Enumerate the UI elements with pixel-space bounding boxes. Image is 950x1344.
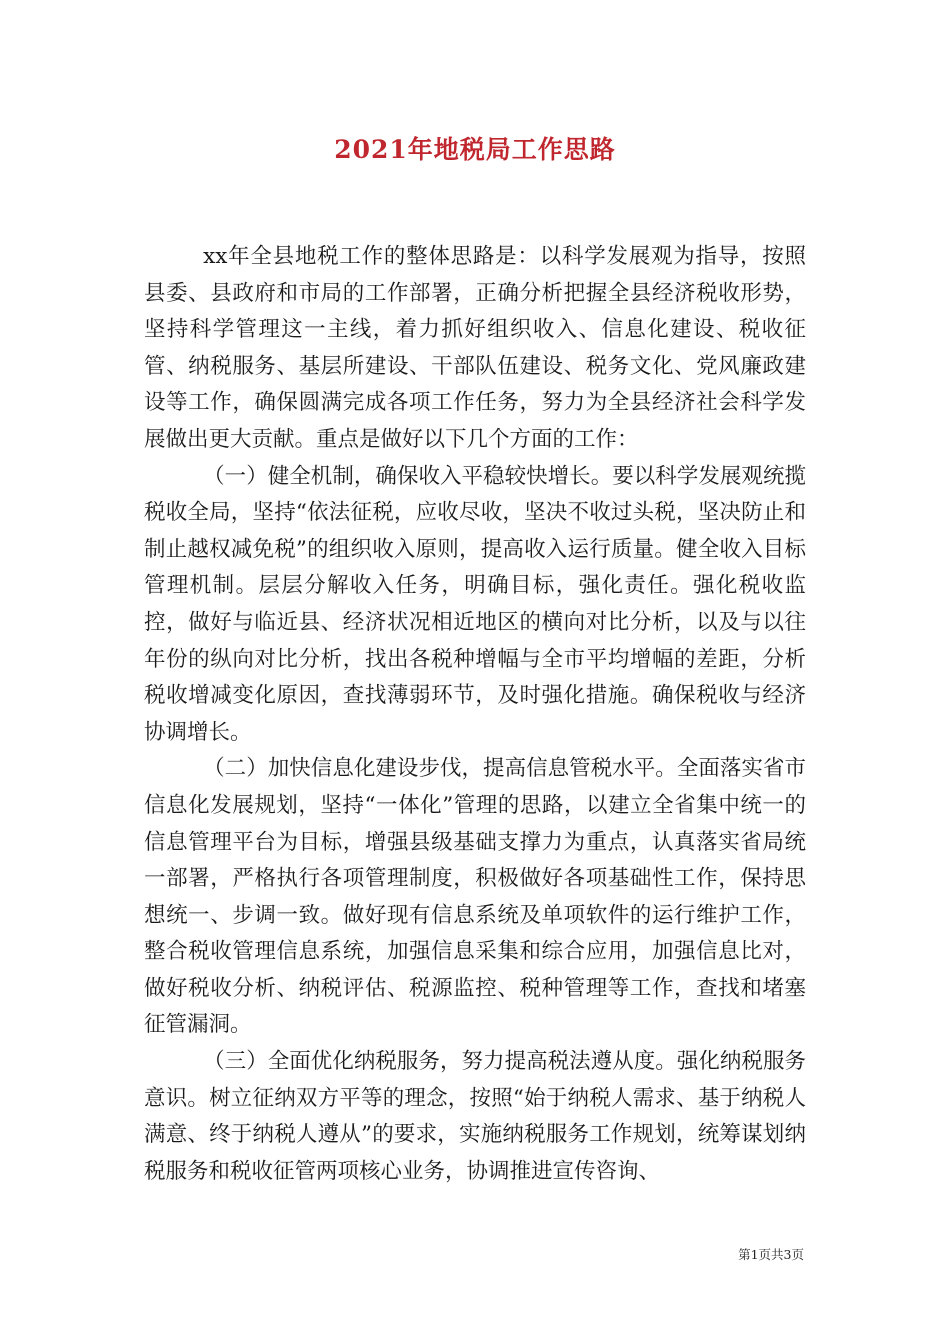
document-body xyxy=(144,239,806,1190)
paragraph-section-1: （一）健全机制，确保收入平稳较快增长。要以科学发展观统揽税收全局，坚持“依法征税，应收尽收，坚决不收过头税，坚决防止和制止越权减免税”的组织收入原则，提高收入运行质量。健全收入目标管理机制。层层分解收入任务，明确目标，强化责任。强化税收监控，做好与临近县、经济状况相近地区的横向对比分析，以及与以往年份的纵向对比分析，找出各税种增幅与全市平均增幅的差距，分析税收增减变化原因，查找薄弱环节，及时强化措施。确保税收与经济协调增长。 xyxy=(144,463,806,745)
paragraph-intro: xx年全县地税工作的整体思路是：以科学发展观为指导，按照县委、县政府和市局的工作部署，正确分析把握全县经济税收形势，坚持科学管理这一主线，着力抓好组织收入、信息化建设、税收征管、纳税服务、基层所建设、干部队伍建设、税务文化、党风廉政建设等工作，确保圆满完成各项工作任务，努力为全县经济社会科学发展做出更大贡献。重点是做好以下几个方面的工作： xyxy=(144,244,806,452)
page-number: 第1页共3页 xyxy=(738,1247,804,1262)
paragraph-section-2: （二）加快信息化建设步伐，提高信息管税水平。全面落实省市信息化发展规划，坚持“一体化”管理的思路，以建立全省集中统一的信息管理平台为目标，增强县级基础支撑力为重点，认真落实省局统一部署，严格执行各项管理制度，积极做好各项基础性工作，保持思想统一、步调一致。做好现有信息系统及单项软件的运行维护工作，整合税收管理信息系统，加强信息采集和综合应用，加强信息比对，做好税收分析、纳税评估、税源监控、税种管理等工作，查找和堵塞征管漏洞。 xyxy=(144,756,806,1038)
paragraph-section-3: （三）全面优化纳税服务，努力提高税法遵从度。强化纳税服务意识。树立征纳双方平等的理念，按照“始于纳税人需求、基于纳税人满意、终于纳税人遵从”的要求，实施纳税服务工作规划，统筹谋划纳税服务和税收征管两项核心业务，协调推进宣传咨询、 xyxy=(144,1049,806,1184)
document-title: 2021年地税局工作思路 xyxy=(334,135,616,164)
